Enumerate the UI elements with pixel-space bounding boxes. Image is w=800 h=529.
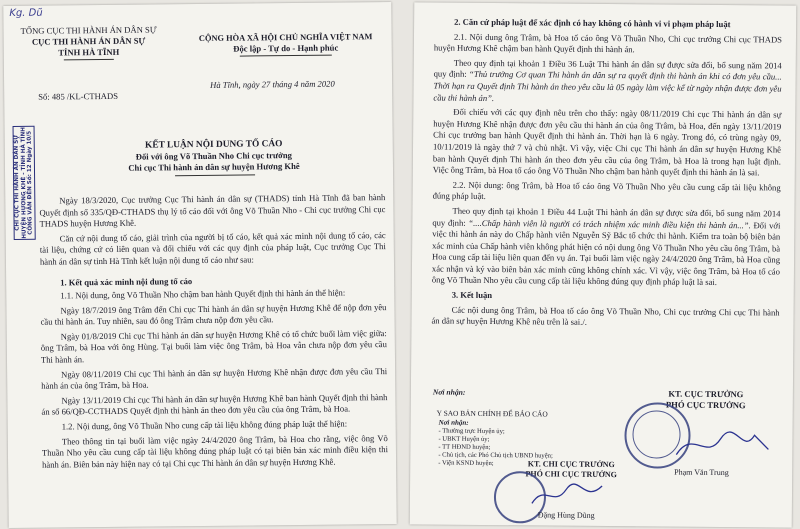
document-page-right — [410, 2, 797, 527]
section-2-body — [431, 17, 782, 334]
handwritten-note: Kg. Dũ — [9, 7, 43, 19]
recipient-5: - Viện KSND huyện; — [438, 459, 494, 468]
section-1-2: 1.2. Nội dung, ông Võ Thuần Nho cung cấp tài liệu không đúng pháp luật thể hiện: — [61, 418, 348, 432]
nation-line-1: CỘNG HÒA XÃ HỘI CHỦ NGHĨA VIỆT NAM — [198, 32, 373, 43]
recipients-label-2: Nơi nhận: — [438, 418, 469, 427]
nation-line-2: Độc lập - Tự do - Hạnh phúc — [233, 42, 339, 54]
section-1-body — [40, 287, 388, 474]
section-1-1-para-4: Ngày 13/11/2019 Chi cục Thi hành án dân sự huyện Hương Khê ban hành Quyết định thi hành án số 66/QĐ-CCTHADS Quyết định thi hành án theo đơn yêu cầu của ông Trâm, bà Hoa. — [41, 391, 388, 418]
document-page-left — [3, 2, 396, 528]
section-2-1-law-quote: “Thủ trưởng Cơ quan Thi hành án dân sự ra quyết định thi hành án khi có đơn yêu cầu... Thời hạn ra Quyết định Thi hành án theo yêu cầu là 05 ngày làm việc kể từ ngày nhận được đơn yêu cầu thi hành án”. — [433, 69, 782, 103]
document-number: Số: 485 /KL-CTHADS — [38, 90, 119, 102]
document-subtitle-1: Đối với ông Võ Thuần Nho Chi cục trưởng — [135, 150, 292, 162]
section-2-2-law-quote: “....Chấp hành viên là người có trách nhiệm xác minh điều kiện thi hành án...”. — [468, 217, 751, 230]
org-line-3: TỈNH HÀ TĨNH — [58, 46, 120, 58]
intro-paragraph-2: Căn cứ nội dung tố cáo, giải trình của người bị tố cáo, kết quả xác minh nội dung tố cáo, các tài liệu, chứng cứ có liên quan và đối chiếu với các quy định của pháp luật, Cục trưởng Cục Thi hành án dân sự tỉnh Hà Tĩnh kết luận nội dung tố cáo như sau: — [39, 229, 386, 267]
recipient-4: - Chủ tịch, các Phó Chủ tịch UBND huyện; — [438, 451, 553, 460]
signer-1-name: Phạm Văn Trung — [674, 467, 729, 478]
copy-note: Y SAO BẢN CHÍNH ĐỂ BÁO CÁO — [436, 408, 548, 419]
received-stamp-text: CHI CỤC THI HÀNH ÁN DÂN SỰ HUYỆN HƯƠNG KHÊ - TỈNH HÀ TĨNH CÔNG VĂN ĐẾN Số: 12 Ngày 10/5 — [13, 126, 34, 239]
section-2-1-law — [433, 57, 781, 106]
document-subtitle-2: Chi cục Thi hành án dân sự huyện Hương Khê — [128, 160, 300, 173]
signature-2 — [528, 477, 608, 512]
section-1-1-para-1: Ngày 18/7/2019 ông Trâm đến Chi cục Thi hành án dân sự huyện Hương Khê để nộp đơn yêu cầu thi hành án. Tuy nhiên, sau đó ông Trâm chưa nộp đơn yêu cầu. — [40, 301, 387, 327]
signature-title-1: KT. CỤC TRƯỞNG — [668, 388, 744, 400]
signature-1 — [672, 425, 772, 466]
section-1-1-para-2: Ngày 01/8/2019 Chi cục Thi hành án dân sự huyện Hương Khê có tổ chức buổi làm việc giữa: ông Trâm, bà Hoa với ông Hùng. Tại buổi làm việc ông Trâm, bà Hoa vẫn chưa nộp đơn yêu cầu Thi hành án. — [40, 327, 387, 365]
section-1-heading: 1. Kết quả xác minh nội dung tố cáo — [60, 276, 193, 288]
section-1-1: 1.1. Nội dung, ông Võ Thuần Nho chậm ban hành Quyết định thi hành án thể hiện: — [60, 287, 346, 301]
section-1-1-para-3: Ngày 08/11/2019 Chi cục Thi hành án dân sự huyện Hương Khê nhận được đơn yêu cầu Thi hành án của ông Trâm, bà Hoa. — [41, 365, 388, 391]
signer-2-name: Đặng Hùng Dũng — [537, 510, 595, 520]
org-line-2: CỤC THI HÀNH ÁN DÂN SỰ — [31, 35, 146, 47]
section-2-2-law — [432, 205, 781, 289]
section-2-2: 2.2. Nội dung: ông Trâm, bà Hoa tố cáo ông Võ Thuần Nho yêu cầu cung cấp tài liệu không đúng pháp luật. — [432, 179, 781, 202]
section-2-2-law-text: Theo quy định tại khoản 1 Điều 44 Luật Thi hành án dân sự được sửa đổi, bổ sung năm 2014 quy định: — [432, 205, 781, 228]
section-2-heading: 2. Căn cứ pháp luật để xác định có hay không có hành vi vi phạm pháp luật — [454, 16, 731, 30]
recipient-1: - Thường trực Huyện ủy; — [438, 427, 505, 436]
signature-title-2: PHÓ CỤC TRƯỞNG — [665, 399, 746, 411]
section-2-1-analysis: Đối chiếu với các quy định nêu trên cho thấy: ngày 08/11/2019 Chi cục Thi hành án dân sự huyện Hương Khê nhận được đơn yêu cầu thi hành án của ông Trâm, bà Hoa, đến ngày 13/11/2019 Chi cục trưởng ban hành Quyết định thi hành án. Thời hạn là 6 ngày. Trong đó, có trùng ngày 09, 10/11/2019 là ngày thứ 7 và chủ nhật. Vì vậy, việc Chi cục Thi hành án dân sự huyện Hương Khê ban hành Quyết định Thi hành án theo đơn yêu cầu của ông Trâm, bà Hoa là trong hạn luật định. Việc ông Trâm, bà Hoa tố cáo ông Võ Thuần Nho chậm ban hành quyết định thi hành án là sai. — [432, 106, 782, 178]
section-3-heading: 3. Kết luận — [451, 289, 493, 301]
org-line-1: TỔNG CỤC THI HÀNH ÁN DÂN SỰ — [20, 24, 157, 36]
title-underline — [175, 174, 255, 176]
intro-paragraph-1: Ngày 18/3/2020, Cục trưởng Cục Thi hành án dân sự (THADS) tỉnh Hà Tĩnh đã ban hành Quyết định số 335/QĐ-CTHADS thụ lý tố cáo đối với ông Võ Thuần Nho - Chi cục trưởng Chi cục THADS huyện Hương Khê. — [39, 192, 386, 229]
recipient-2: - UBKT Huyện ủy; — [438, 435, 490, 444]
section-3-body: Các nội dung ông Trâm, bà Hoa tố cáo ông Võ Thuần Nho, Chi cục trưởng Chi cục Thi hành án dân sự huyện Hương Khê nêu trên là sai./. — [431, 304, 780, 328]
received-stamp — [13, 126, 36, 240]
signature-2-title-2: PHÓ CHI CỤC TRƯỞNG — [525, 469, 617, 480]
signature-2-title-1: KT. CHI CỤC TRƯỞNG — [527, 459, 615, 470]
section-2-1-law-text: Theo quy định tại khoản 1 Điều 36 Luật Thi hành án dân sự được sửa đổi, bổ sung năm 2014 quy định: — [433, 57, 782, 80]
section-1-2-para: Theo thông tin tại buổi làm việc ngày 24/4/2020 ông Trâm, bà Hoa cho rằng, việc ông Võ Thuần Nho yêu cầu cung cấp tài liệu không đúng pháp luật có tại biên bản xác minh điều kiện thi hành án. Biên bản này hiện nay có tại Chi cục Thi hành án dân sự huyện Hương Khê. — [41, 432, 388, 470]
recipients-label-1: Nơi nhận: — [432, 387, 466, 397]
org-underline — [64, 59, 114, 61]
nation-underline — [240, 55, 332, 57]
section-2-1: 2.1. Nội dung ông Trâm, bà Hoa tố cáo ông Võ Thuần Nho, Chi cục trưởng Chi cục THADS huyện Hương Khê chậm ban hành Quyết định thi hành án. — [433, 31, 783, 55]
section-2-2-analysis: Đối với việc thi hành án này do Chấp hành viên Nguyễn Sỹ Bắc tổ chức thi hành. Kiểm tra toàn bộ biên bản xác minh của Chấp hành viên không phát hiện có nội dung ông Võ Thuần Nho yêu cầu ông Trâm, bà Hoa cung cấp tài liệu liên quan đến vụ án. Tại buổi làm việc ngày 24/4/2020 ông Trâm, bà Hoa cũng xác nhận và ký vào biên bản xác minh cũng không chính xác. Vì vậy, việc ông Trâm, bà Hoa tố cáo ông Võ Thuần Nho yêu cầu cung cấp tài liệu không đúng quy định pháp luật là sai. — [431, 219, 781, 288]
document-date: Hà Tĩnh, ngày 27 tháng 4 năm 2020 — [210, 78, 335, 90]
document-title: KẾT LUẬN NỘI DUNG TỐ CÁO — [144, 139, 283, 151]
intro-paragraphs — [39, 192, 386, 271]
recipient-3: - TT HĐND huyện; — [438, 443, 491, 452]
